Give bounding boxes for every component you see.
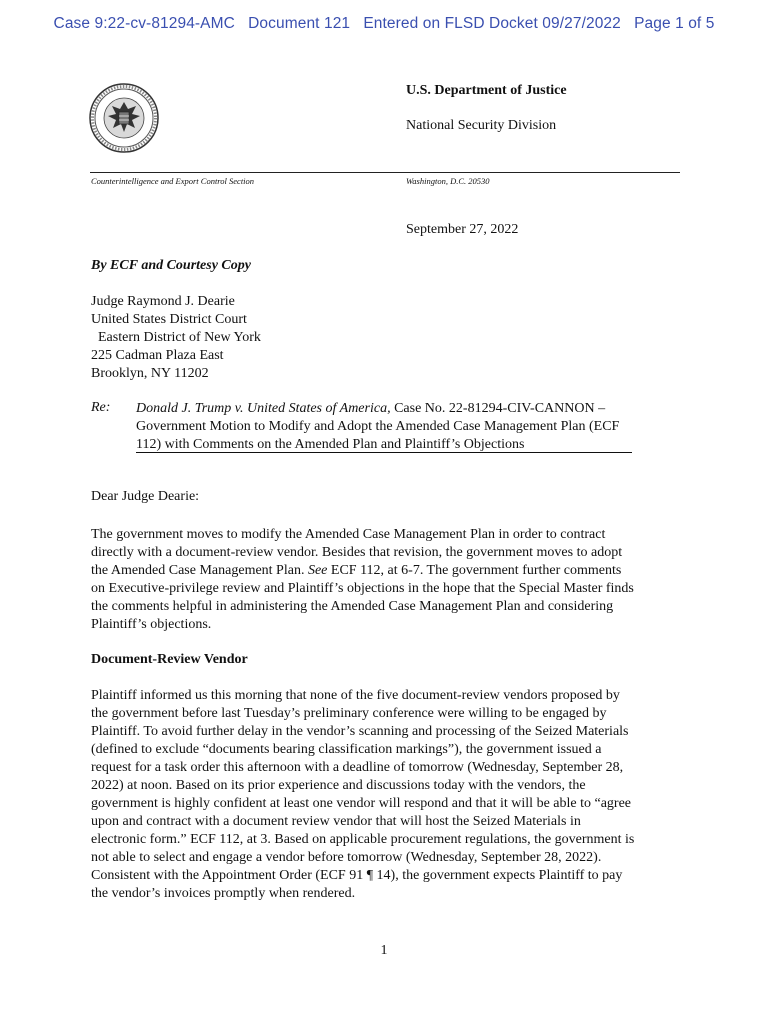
paragraph-line: request for a task order this afternoon with a deadline of tomorrow (Wednesday, September 28, [91, 760, 624, 775]
see-citation: See [307, 563, 328, 578]
section-name: Counterintelligence and Export Control Section [91, 176, 255, 186]
case-number: Case No. 22-81294-CIV-CANNON – [390, 401, 606, 416]
address-line: 225 Cadman Plaza East [91, 348, 224, 363]
paragraph-vendor [91, 687, 691, 903]
paragraph-line: Plaintiff’s objections. [91, 617, 212, 632]
address-line: Judge Raymond J. Dearie [91, 294, 235, 309]
re-subject [136, 400, 676, 454]
agency-name: U.S. Department of Justice [406, 83, 567, 98]
paragraph-line: the Amended Case Management Plan. See ECF 112, at 6-7. The government further comments [91, 563, 622, 578]
office-location: Washington, D.C. 20530 [406, 176, 490, 186]
address-line: United States District Court [91, 312, 247, 327]
paragraph-line: Plaintiff informed us this morning that none of the five document-review vendors proposed by [91, 688, 620, 703]
paragraph-line: Consistent with the Appointment Order (ECF 91 ¶ 14), the government expects Plaintiff to pay [91, 868, 623, 883]
page-number: 1 [380, 943, 388, 958]
delivery-method: By ECF and Courtesy Copy [91, 258, 251, 273]
paragraph-line: not able to select and engage a vendor before tomorrow (Wednesday, September 28, 2022). [91, 850, 602, 865]
paragraph-line: The government moves to modify the Amended Case Management Plan in order to contract [91, 527, 606, 542]
letter-date: September 27, 2022 [406, 222, 519, 237]
paragraph-line: the vendor’s invoices promptly when rendered. [91, 886, 356, 901]
paragraph-line: the comments helpful in administering the Amended Case Management Plan and considering [91, 599, 614, 614]
paragraph-line: 2022) at noon. Based on its prior experience and discussions today with the vendors, the [91, 778, 586, 793]
salutation: Dear Judge Dearie: [91, 489, 200, 504]
paragraph-line: upon and contract with a document review vendor that will host the Seized Materials in [91, 814, 581, 829]
re-line: Government Motion to Modify and Adopt the Amended Case Management Plan (ECF [136, 419, 620, 434]
docket-header: Case 9:22-cv-81294-AMC Document 121 Entered on FLSD Docket 09/27/2022 Page 1 of 5 [53, 15, 715, 32]
re-line: 112) with Comments on the Amended Plan and Plaintiff’s Objections [136, 437, 632, 453]
paragraph-line: electronic form.” ECF 112, at 3. Based on applicable procurement regulations, the government is [91, 832, 635, 847]
re-label: Re: [91, 400, 111, 415]
paragraph-motion [91, 526, 691, 634]
paragraph-line: (defined to exclude “documents bearing classification markings”), the government issued a [91, 742, 602, 757]
paragraph-line: Plaintiff. To avoid further delay in the vendor’s scanning and processing of the Seized Materials [91, 724, 629, 739]
case-caption: Donald J. Trump v. United States of America, [136, 401, 391, 416]
doj-seal [88, 82, 160, 154]
division-name: National Security Division [406, 118, 557, 133]
recipient-address [91, 293, 261, 383]
address-line: Eastern District of New York [91, 330, 261, 345]
section-heading: Document-Review Vendor [91, 652, 248, 667]
letterhead-divider [90, 172, 680, 173]
paragraph-line: the government before last Tuesday’s preliminary conference were willing to be engaged by [91, 706, 607, 721]
paragraph-line: on Executive-privilege review and Plaintiff’s objections in the hope that the Special Master finds [91, 581, 634, 596]
paragraph-line: directly with a document-review vendor. Besides that revision, the government moves to adopt [91, 545, 623, 560]
address-line: Brooklyn, NY 11202 [91, 366, 209, 381]
paragraph-line: government is highly confident at least one vendor will respond and that it will be able to “agree [91, 796, 632, 811]
